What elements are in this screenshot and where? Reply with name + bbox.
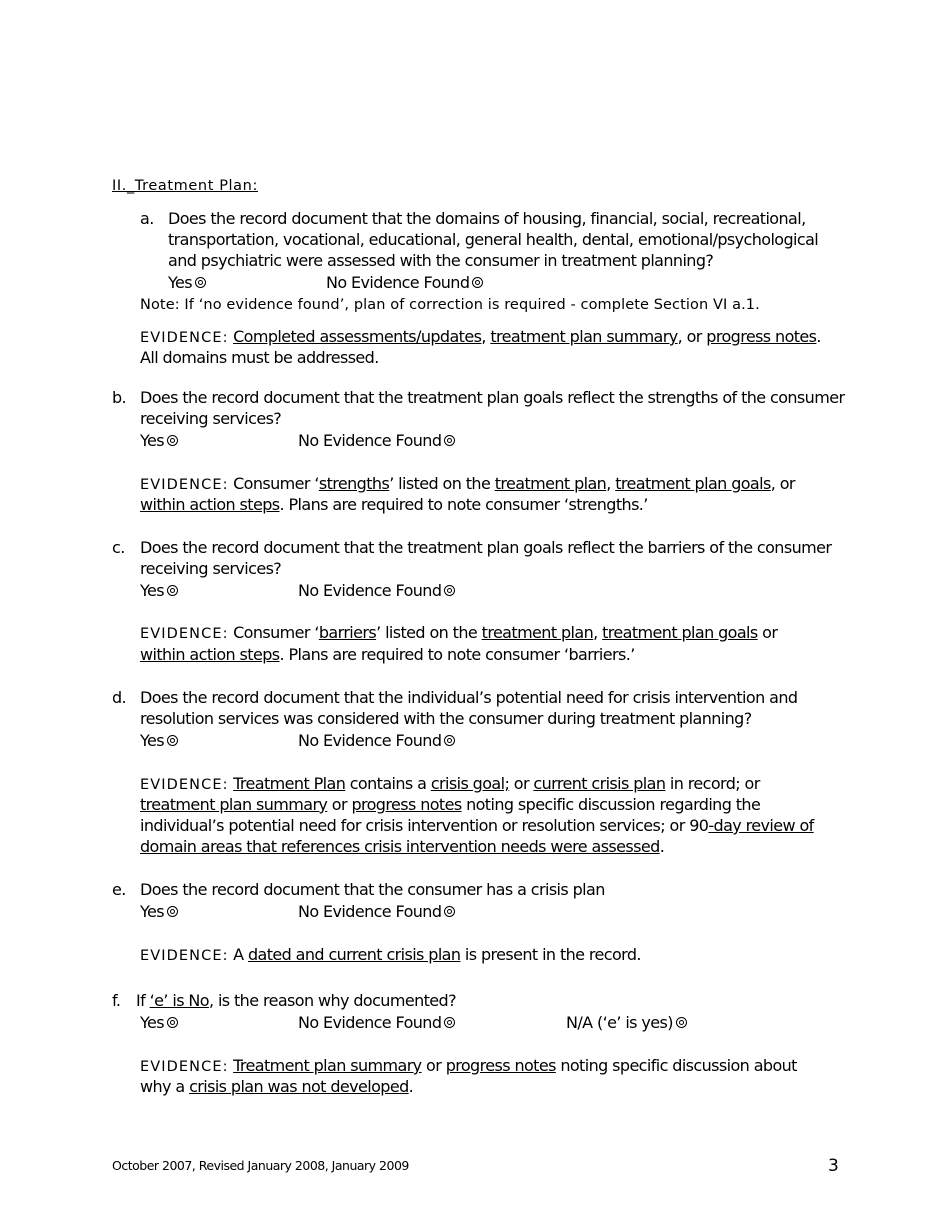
item-c-evidence-ref: barriers bbox=[318, 623, 377, 642]
item-b-evidence-ref: treatment plan bbox=[494, 474, 607, 493]
item-f-na-radio[interactable] bbox=[676, 1017, 687, 1028]
item-c-evidence-label: EVIDENCE: bbox=[140, 626, 229, 642]
item-d-no-label: No Evidence Found bbox=[298, 731, 442, 750]
item-b-no-radio[interactable] bbox=[444, 435, 455, 446]
item-c-evidence-ref: treatment plan goals bbox=[602, 623, 758, 642]
item-c-no-label: No Evidence Found bbox=[298, 581, 442, 600]
item-b-evidence-line-2 bbox=[140, 494, 648, 515]
item-a-yes-label: Yes bbox=[168, 273, 193, 292]
item-f-evidence-text: why a bbox=[140, 1077, 190, 1096]
item-f-evidence-label: EVIDENCE: bbox=[140, 1059, 229, 1075]
item-b-evidence-line-1 bbox=[140, 473, 795, 496]
item-b-yes-radio[interactable] bbox=[167, 435, 178, 446]
item-e-yes-option[interactable] bbox=[140, 901, 178, 922]
item-d-yes-option[interactable] bbox=[140, 730, 178, 751]
item-c-evidence-text: Consumer ‘ bbox=[228, 623, 319, 642]
item-d-evidence-text: individual’s potential need for crisis intervention or resolution services; or 90 bbox=[140, 816, 709, 835]
item-f-evidence-ref: crisis plan was not developed bbox=[189, 1077, 409, 1096]
item-d-evidence-ref: progress notes bbox=[351, 795, 462, 814]
item-c-no-radio[interactable] bbox=[444, 585, 455, 596]
item-f-letter: f. bbox=[112, 991, 121, 1010]
item-f-evidence-line-1 bbox=[140, 1055, 797, 1078]
item-a-question-line-3: and psychiatric were assessed with the consumer in treatment planning? bbox=[168, 251, 714, 270]
item-d-evidence-text: . bbox=[659, 837, 665, 856]
section-title: II._Treatment Plan: bbox=[112, 178, 258, 194]
item-a-evidence-ref: progress notes bbox=[706, 327, 817, 346]
page-number: 3 bbox=[828, 1156, 839, 1176]
item-d-no-radio[interactable] bbox=[444, 735, 455, 746]
item-d-evidence-line-1 bbox=[140, 773, 760, 796]
item-e-evidence-text: is present in the record. bbox=[460, 945, 641, 964]
item-f-yes-label: Yes bbox=[140, 1013, 165, 1032]
item-c-evidence-ref: within action steps bbox=[140, 645, 280, 664]
item-a-yes-radio[interactable] bbox=[195, 277, 206, 288]
item-a-yes-option[interactable] bbox=[168, 272, 206, 293]
item-a-question-line-2: transportation, vocational, educational, general health, dental, emotional/psychological bbox=[168, 230, 819, 249]
item-a-note: Note: If ‘no evidence found’, plan of correction is required - complete Section VI a.1. bbox=[140, 297, 760, 313]
item-d-evidence-line-3 bbox=[140, 815, 814, 836]
item-f-yes-radio[interactable] bbox=[167, 1017, 178, 1028]
item-c-yes-radio[interactable] bbox=[167, 585, 178, 596]
item-b-evidence-text: , bbox=[606, 474, 616, 493]
item-d-question-line-2: resolution services was considered with the consumer during treatment planning? bbox=[140, 709, 752, 728]
item-a-evidence-line-2: All domains must be addressed. bbox=[140, 348, 379, 367]
item-f-evidence-ref: Treatment plan summary bbox=[233, 1056, 422, 1075]
item-b-yes-option[interactable] bbox=[140, 430, 178, 451]
item-b-evidence-ref: treatment plan goals bbox=[615, 474, 771, 493]
item-c-no-option[interactable] bbox=[298, 580, 455, 601]
item-f-question-text: If bbox=[136, 991, 150, 1010]
item-c-evidence-ref: treatment plan bbox=[481, 623, 594, 642]
item-f-evidence-line-2 bbox=[140, 1076, 413, 1097]
item-d-yes-radio[interactable] bbox=[167, 735, 178, 746]
item-e-evidence-label: EVIDENCE: bbox=[140, 948, 229, 964]
item-f-question-ref: ‘e’ is No bbox=[149, 991, 209, 1010]
item-a-question-line-1: Does the record document that the domains of housing, financial, social, recreational, bbox=[168, 209, 806, 228]
item-d-evidence-ref: current crisis plan bbox=[533, 774, 666, 793]
item-b-letter: b. bbox=[112, 388, 127, 407]
item-f-na-option[interactable] bbox=[566, 1012, 687, 1033]
item-d-question-line-1: Does the record document that the individual’s potential need for crisis intervention and bbox=[140, 688, 798, 707]
item-a-evidence-ref: Completed assessments/updates bbox=[233, 327, 482, 346]
item-e-yes-label: Yes bbox=[140, 902, 165, 921]
item-c-yes-option[interactable] bbox=[140, 580, 178, 601]
item-d-evidence-text: in record; or bbox=[665, 774, 760, 793]
item-e-no-label: No Evidence Found bbox=[298, 902, 442, 921]
item-c-evidence-line-2 bbox=[140, 644, 635, 665]
item-d-evidence-text: noting specific discussion regarding the bbox=[461, 795, 761, 814]
item-a-evidence-label: EVIDENCE: bbox=[140, 330, 229, 346]
footer-date: October 2007, Revised January 2008, January 2009 bbox=[112, 1158, 409, 1173]
item-d-evidence-line-4 bbox=[140, 836, 664, 857]
item-f-evidence-ref: progress notes bbox=[445, 1056, 556, 1075]
item-b-evidence-text: Consumer ‘ bbox=[228, 474, 319, 493]
item-f-no-radio[interactable] bbox=[444, 1017, 455, 1028]
item-b-evidence-text: . Plans are required to note consumer ‘strengths.’ bbox=[279, 495, 648, 514]
item-e-no-radio[interactable] bbox=[444, 906, 455, 917]
item-d-letter: d. bbox=[112, 688, 127, 707]
item-a-evidence-text: , bbox=[481, 327, 491, 346]
item-c-evidence-line-1 bbox=[140, 622, 777, 645]
item-f-evidence-text: or bbox=[421, 1056, 446, 1075]
item-a-evidence-text: , or bbox=[677, 327, 707, 346]
item-e-no-option[interactable] bbox=[298, 901, 455, 922]
item-a-no-option[interactable] bbox=[326, 272, 483, 293]
item-b-evidence-text: , or bbox=[770, 474, 795, 493]
item-c-question-line-2: receiving services? bbox=[140, 559, 282, 578]
item-d-yes-label: Yes bbox=[140, 731, 165, 750]
item-d-evidence-ref: treatment plan summary bbox=[140, 795, 328, 814]
item-c-evidence-text: , bbox=[593, 623, 603, 642]
item-b-evidence-text: ’ listed on the bbox=[389, 474, 495, 493]
item-d-evidence-text: or bbox=[509, 774, 534, 793]
item-c-evidence-text: or bbox=[757, 623, 778, 642]
item-d-evidence-ref: domain areas that references crisis intervention needs were assessed bbox=[140, 837, 660, 856]
item-c-letter: c. bbox=[112, 538, 125, 557]
item-f-yes-option[interactable] bbox=[140, 1012, 178, 1033]
item-b-evidence-label: EVIDENCE: bbox=[140, 477, 229, 493]
item-e-evidence-text: A bbox=[228, 945, 248, 964]
item-d-evidence-text: contains a bbox=[345, 774, 431, 793]
item-b-no-option[interactable] bbox=[298, 430, 455, 451]
item-a-evidence-text: . bbox=[816, 327, 821, 346]
item-b-no-label: No Evidence Found bbox=[298, 431, 442, 450]
item-e-question-line-1: Does the record document that the consumer has a crisis plan bbox=[140, 880, 605, 899]
item-d-evidence-line-2 bbox=[140, 794, 760, 815]
item-b-evidence-ref: within action steps bbox=[140, 495, 280, 514]
item-b-evidence-ref: strengths bbox=[318, 474, 390, 493]
item-c-evidence-text: ’ listed on the bbox=[376, 623, 482, 642]
item-f-evidence-text: . bbox=[408, 1077, 414, 1096]
item-f-na-label: N/A (‘e’ is yes) bbox=[566, 1013, 673, 1032]
item-a-no-label: No Evidence Found bbox=[326, 273, 470, 292]
item-f-no-label: No Evidence Found bbox=[298, 1013, 442, 1032]
item-a-letter: a. bbox=[140, 209, 154, 228]
item-d-evidence-label: EVIDENCE: bbox=[140, 777, 229, 793]
item-f-no-option[interactable] bbox=[298, 1012, 455, 1033]
item-e-evidence-line-1 bbox=[140, 944, 641, 967]
item-c-yes-label: Yes bbox=[140, 581, 165, 600]
item-f-evidence-text: noting specific discussion about bbox=[555, 1056, 797, 1075]
item-d-evidence-ref: crisis goal; bbox=[430, 774, 510, 793]
item-b-question-line-1: Does the record document that the treatment plan goals reflect the strengths of the consumer bbox=[140, 388, 845, 407]
item-d-evidence-ref: Treatment Plan bbox=[233, 774, 346, 793]
item-e-evidence-ref: dated and current crisis plan bbox=[247, 945, 461, 964]
item-c-evidence-text: . Plans are required to note consumer ‘barriers.’ bbox=[279, 645, 635, 664]
item-a-no-radio[interactable] bbox=[472, 277, 483, 288]
item-e-yes-radio[interactable] bbox=[167, 906, 178, 917]
item-e-letter: e. bbox=[112, 880, 126, 899]
item-d-evidence-text: or bbox=[327, 795, 352, 814]
item-b-yes-label: Yes bbox=[140, 431, 165, 450]
item-b-question-line-2: receiving services? bbox=[140, 409, 282, 428]
item-a-evidence-ref: treatment plan summary bbox=[490, 327, 678, 346]
item-f-question-text: , is the reason why documented? bbox=[208, 991, 456, 1010]
item-a-evidence-line-1 bbox=[140, 326, 821, 349]
item-d-no-option[interactable] bbox=[298, 730, 455, 751]
item-f-question-line-1 bbox=[136, 990, 456, 1011]
item-c-question-line-1: Does the record document that the treatment plan goals reflect the barriers of the consumer bbox=[140, 538, 832, 557]
item-d-evidence-ref: -day review of bbox=[708, 816, 814, 835]
